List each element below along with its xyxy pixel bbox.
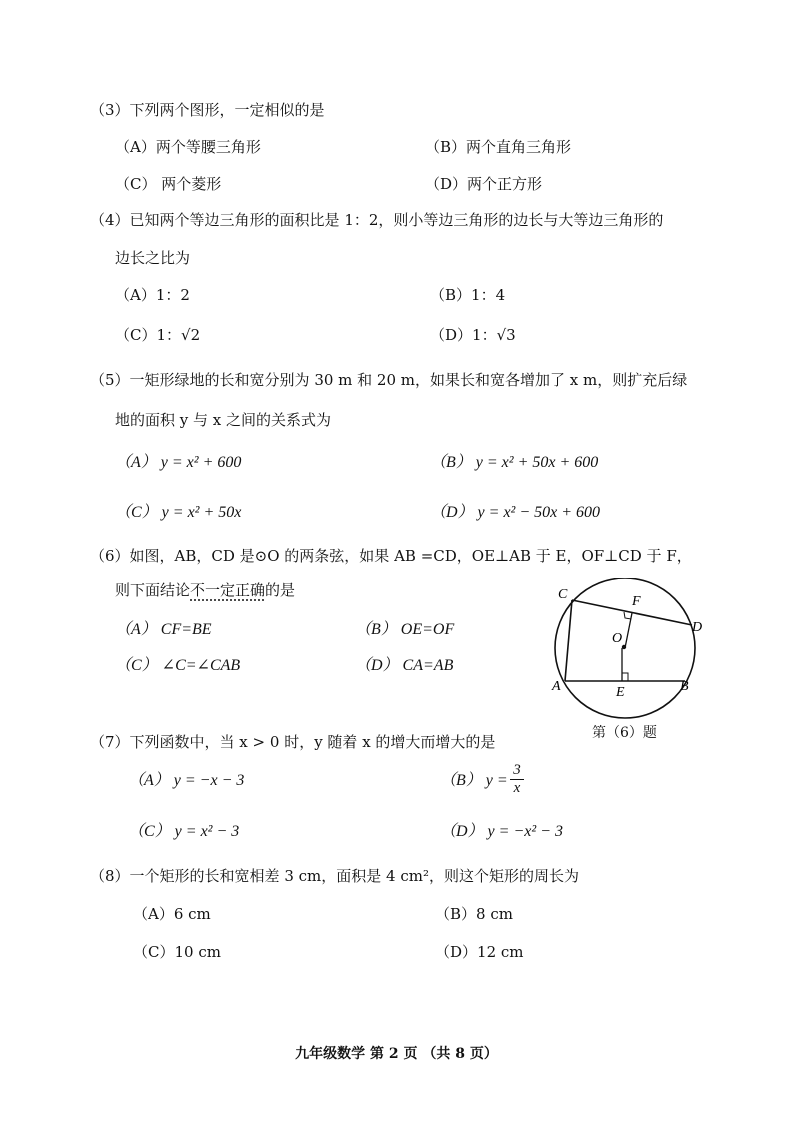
- q8-option-a: （A）6 cm: [133, 905, 211, 923]
- q8-option-d: （D）12 cm: [435, 943, 524, 961]
- figure-caption: 第（6）题: [592, 725, 657, 741]
- q4-stem: （4）已知两个等边三角形的面积比是 1：2，则小等边三角形的边长与大等边三角形的: [90, 211, 664, 229]
- label-c: C: [558, 587, 568, 602]
- q6-option-b: （B） OE=OF: [355, 621, 455, 638]
- q5-option-c: （C） y = x² + 50x: [115, 504, 242, 521]
- q7-option-b-fraction: [510, 762, 524, 797]
- q6-option-a: （A） CF=BE: [115, 621, 212, 638]
- q7-option-b: [440, 771, 508, 791]
- q7-option-c: （C） y = x² − 3: [128, 823, 240, 840]
- q8-stem: （8）一个矩形的长和宽相差 3 cm，面积是 4 cm²，则这个矩形的周长为: [90, 867, 579, 885]
- q7-option-d: （D） y = −x² − 3: [440, 823, 563, 840]
- q3-option-b: （B）两个直角三角形: [425, 138, 572, 156]
- segment-ca: [565, 600, 572, 681]
- page-footer: 九年级数学 第 2 页 （共 8 页）: [295, 1046, 498, 1062]
- q5-stem: （5）一矩形绿地的长和宽分别为 30 m 和 20 m，如果长和宽各增加了 x m，则扩充后绿: [90, 371, 688, 389]
- q5-option-d: （D） y = x² − 50x + 600: [430, 504, 601, 521]
- q3-option-d: （D）两个正方形: [425, 175, 543, 193]
- label-o: O: [612, 631, 623, 646]
- label-f: F: [632, 594, 641, 609]
- q6-stem2-pre: 则下面结论: [115, 581, 191, 599]
- q6-circle-figure: [540, 578, 720, 728]
- q7-option-b-label: （B） y =: [440, 772, 508, 789]
- q7-stem: （7）下列函数中，当 x > 0 时，y 随着 x 的增大而增大的是: [90, 733, 496, 751]
- q4-option-c: （C）1：√2: [115, 326, 201, 344]
- q3-stem: （3）下列两个图形，一定相似的是: [90, 101, 325, 119]
- label-e: E: [616, 685, 625, 700]
- q7-option-a: （A） y = −x − 3: [128, 772, 245, 789]
- q8-option-c: （C）10 cm: [133, 943, 221, 961]
- q6-stem-continued: [115, 580, 295, 600]
- q6-stem2-emphasis: 不一定正确: [190, 581, 266, 599]
- right-angle-f: [624, 612, 631, 619]
- q5-stem-continued: 地的面积 y 与 x 之间的关系式为: [115, 411, 332, 429]
- q8-option-b: （B）8 cm: [435, 905, 513, 923]
- label-a: A: [552, 679, 561, 694]
- q3-option-a: （A）两个等腰三角形: [115, 138, 261, 156]
- q5-option-a: （A） y = x² + 600: [115, 454, 242, 471]
- q6-option-c: （C） ∠C=∠CAB: [115, 657, 241, 674]
- fraction-denominator: x: [510, 779, 524, 797]
- q4-option-a: （A）1：2: [115, 286, 190, 304]
- q5-option-b: （B） y = x² + 50x + 600: [430, 454, 599, 471]
- q6-stem2-post: 的是: [265, 581, 296, 599]
- q4-option-d: （D）1：√3: [430, 326, 516, 344]
- fraction-numerator: 3: [513, 762, 521, 778]
- q3-option-c: （C） 两个菱形: [115, 175, 222, 193]
- label-b: B: [680, 679, 689, 694]
- label-d: D: [692, 620, 703, 635]
- q6-option-d: （D） CA=AB: [355, 657, 454, 674]
- q4-option-b: （B）1：4: [430, 286, 506, 304]
- q4-stem-continued: 边长之比为: [115, 249, 191, 267]
- q6-stem: （6）如图，AB，CD 是⊙O 的两条弦，如果 AB =CD，OE⊥AB 于 E，OF⊥CD 于 F，: [90, 547, 692, 565]
- right-angle-e: [622, 673, 628, 681]
- center-point: [622, 645, 626, 649]
